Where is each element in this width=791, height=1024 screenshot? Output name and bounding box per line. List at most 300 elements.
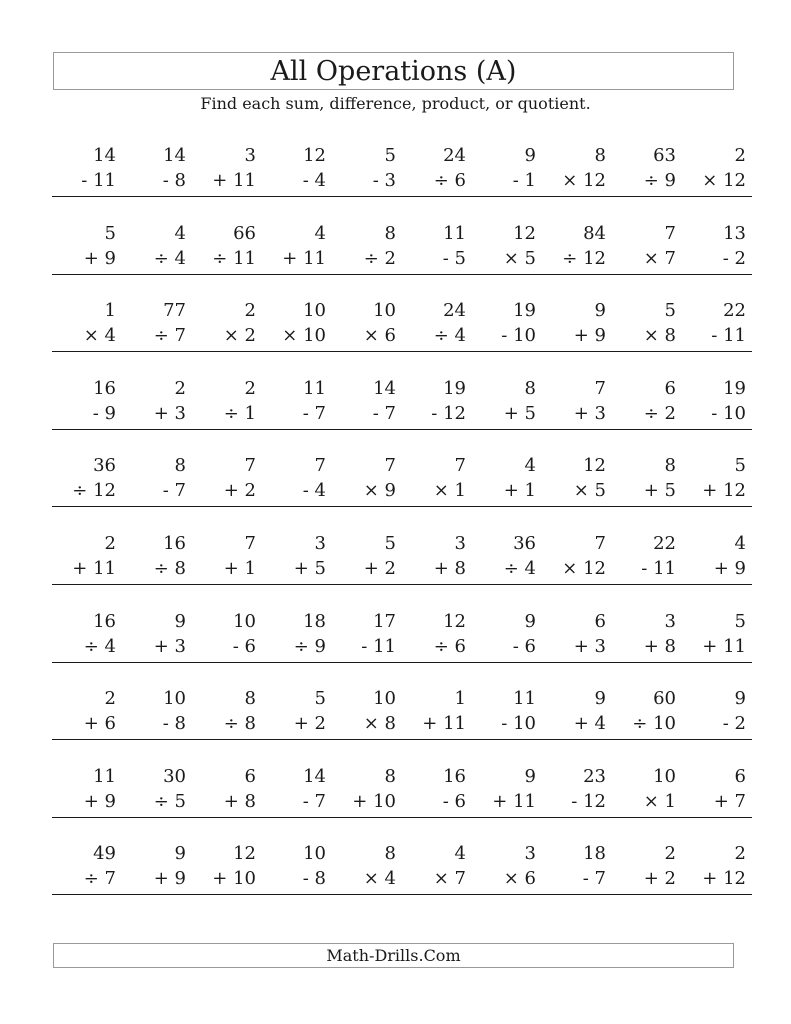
problem — [52, 689, 122, 751]
problem — [332, 767, 402, 829]
answer-line — [682, 739, 752, 740]
problem-operator-number: ÷ 4 — [153, 248, 186, 269]
answer-line — [122, 429, 192, 430]
answer-line — [192, 506, 262, 507]
answer-line — [332, 817, 402, 818]
problem — [52, 767, 122, 829]
problem-operator-number: + 9 — [83, 791, 116, 812]
instructions: Find each sum, difference, product, or quotient. — [200, 94, 591, 113]
problem-operator-number: × 12 — [702, 170, 746, 191]
answer-line — [612, 351, 682, 352]
problem-top-number: 3 — [524, 843, 536, 864]
problem — [612, 456, 682, 518]
answer-line — [262, 584, 332, 585]
problem — [262, 456, 332, 518]
problem-top-number: 4 — [174, 223, 186, 244]
answer-line — [332, 739, 402, 740]
problem-operator-number: × 5 — [503, 248, 536, 269]
problem-operator-number: + 10 — [212, 868, 256, 889]
answer-line — [52, 662, 122, 663]
problem-top-number: 22 — [653, 533, 676, 554]
answer-line — [472, 429, 542, 430]
answer-line — [612, 817, 682, 818]
problem-top-number: 17 — [373, 611, 396, 632]
answer-line — [122, 584, 192, 585]
problem — [612, 612, 682, 674]
answer-line — [192, 196, 262, 197]
problem-top-number: 12 — [513, 223, 536, 244]
problem — [332, 534, 402, 596]
answer-line — [612, 274, 682, 275]
problem-top-number: 8 — [244, 688, 256, 709]
problem-top-number: 7 — [454, 455, 466, 476]
answer-line — [472, 817, 542, 818]
answer-line — [52, 196, 122, 197]
answer-line — [542, 584, 612, 585]
problem-top-number: 9 — [594, 688, 606, 709]
problem — [612, 379, 682, 441]
answer-line — [612, 739, 682, 740]
problem-operator-number: ÷ 4 — [503, 558, 536, 579]
problem-operator-number: - 10 — [501, 325, 536, 346]
problem-operator-number: - 10 — [711, 403, 746, 424]
problem-operator-number: - 2 — [722, 248, 746, 269]
problem-top-number: 9 — [174, 843, 186, 864]
answer-line — [402, 894, 472, 895]
problem-operator-number: + 9 — [713, 558, 746, 579]
problem-top-number: 10 — [303, 843, 326, 864]
answer-line — [402, 739, 472, 740]
problem-operator-number: + 4 — [573, 713, 606, 734]
problem-operator-number: ÷ 12 — [562, 248, 606, 269]
answer-line — [472, 894, 542, 895]
problem-top-number: 5 — [384, 145, 396, 166]
problem-top-number: 8 — [384, 766, 396, 787]
answer-line — [472, 584, 542, 585]
problem-operator-number: ÷ 8 — [223, 713, 256, 734]
answer-line — [402, 506, 472, 507]
problem-top-number: 4 — [314, 223, 326, 244]
problem — [332, 224, 402, 286]
problem — [612, 844, 682, 906]
answer-line — [682, 429, 752, 430]
problem-operator-number: + 3 — [153, 403, 186, 424]
problem — [262, 767, 332, 829]
problem-operator-number: ÷ 11 — [212, 248, 256, 269]
answer-line — [192, 817, 262, 818]
problem — [472, 612, 542, 674]
problem — [122, 844, 192, 906]
problem — [612, 301, 682, 363]
answer-line — [542, 196, 612, 197]
problem-top-number: 16 — [93, 378, 116, 399]
problem-top-number: 2 — [244, 378, 256, 399]
problem-top-number: 6 — [664, 378, 676, 399]
problem-top-number: 8 — [174, 455, 186, 476]
problem-top-number: 8 — [594, 145, 606, 166]
problem — [332, 379, 402, 441]
problem-top-number: 36 — [513, 533, 536, 554]
problem-top-number: 63 — [653, 145, 676, 166]
answer-line — [542, 506, 612, 507]
problem-operator-number: - 2 — [722, 713, 746, 734]
problem-operator-number: ÷ 2 — [643, 403, 676, 424]
problem-top-number: 16 — [163, 533, 186, 554]
problem-operator-number: + 3 — [153, 636, 186, 657]
problem-top-number: 5 — [734, 455, 746, 476]
problem — [332, 456, 402, 518]
problem — [122, 767, 192, 829]
answer-line — [262, 739, 332, 740]
problem-top-number: 22 — [723, 300, 746, 321]
problem — [682, 224, 752, 286]
problem — [192, 146, 262, 208]
problem-top-number: 7 — [594, 378, 606, 399]
problem-operator-number: × 5 — [573, 480, 606, 501]
problem-operator-number: ÷ 9 — [293, 636, 326, 657]
answer-line — [52, 506, 122, 507]
answer-line — [262, 274, 332, 275]
problem-top-number: 12 — [583, 455, 606, 476]
answer-line — [262, 817, 332, 818]
problem — [122, 534, 192, 596]
problem-top-number: 14 — [93, 145, 116, 166]
answer-line — [192, 662, 262, 663]
problem-top-number: 66 — [233, 223, 256, 244]
problem-operator-number: + 12 — [702, 480, 746, 501]
problem — [682, 534, 752, 596]
problem-top-number: 24 — [443, 300, 466, 321]
problem-top-number: 6 — [734, 766, 746, 787]
problem — [402, 146, 472, 208]
problem-operator-number: × 1 — [433, 480, 466, 501]
answer-line — [612, 429, 682, 430]
problem — [192, 844, 262, 906]
worksheet-title: All Operations (A) — [270, 55, 517, 87]
problem — [262, 379, 332, 441]
problem — [262, 146, 332, 208]
problem-top-number: 5 — [384, 533, 396, 554]
problem — [402, 301, 472, 363]
answer-line — [122, 274, 192, 275]
problem-operator-number: + 8 — [223, 791, 256, 812]
problem-top-number: 36 — [93, 455, 116, 476]
problem-operator-number: + 12 — [702, 868, 746, 889]
problem-top-number: 13 — [723, 223, 746, 244]
problem — [402, 224, 472, 286]
answer-line — [542, 662, 612, 663]
problem-top-number: 10 — [303, 300, 326, 321]
problem-operator-number: ÷ 7 — [83, 868, 116, 889]
problem — [472, 767, 542, 829]
answer-line — [612, 196, 682, 197]
answer-line — [52, 894, 122, 895]
problem-top-number: 4 — [524, 455, 536, 476]
problem-operator-number: + 5 — [503, 403, 536, 424]
problem-operator-number: ÷ 10 — [632, 713, 676, 734]
problem-top-number: 16 — [443, 766, 466, 787]
problem-operator-number: - 11 — [81, 170, 116, 191]
answer-line — [682, 196, 752, 197]
problem — [402, 379, 472, 441]
problem — [262, 689, 332, 751]
problem-operator-number: - 6 — [512, 636, 536, 657]
problem-top-number: 5 — [734, 611, 746, 632]
answer-line — [682, 894, 752, 895]
problem-operator-number: + 11 — [492, 791, 536, 812]
problem-operator-number: + 10 — [352, 791, 396, 812]
problem-operator-number: + 8 — [643, 636, 676, 657]
problem — [682, 767, 752, 829]
answer-line — [472, 739, 542, 740]
problem-operator-number: - 7 — [372, 403, 396, 424]
problem-operator-number: × 1 — [643, 791, 676, 812]
problem-operator-number: × 8 — [643, 325, 676, 346]
problem-operator-number: + 6 — [83, 713, 116, 734]
problem-operator-number: - 8 — [162, 713, 186, 734]
answer-line — [192, 894, 262, 895]
problem-operator-number: + 2 — [363, 558, 396, 579]
problem — [192, 534, 262, 596]
answer-line — [192, 739, 262, 740]
problem-top-number: 7 — [664, 223, 676, 244]
problem — [472, 301, 542, 363]
problem-operator-number: - 7 — [302, 403, 326, 424]
answer-line — [122, 739, 192, 740]
problem — [402, 534, 472, 596]
problem — [192, 612, 262, 674]
footer-box — [53, 943, 734, 968]
footer-text: Math-Drills.Com — [326, 945, 461, 965]
problem-operator-number: + 9 — [83, 248, 116, 269]
answer-line — [542, 817, 612, 818]
problem-top-number: 9 — [174, 611, 186, 632]
problem-top-number: 18 — [303, 611, 326, 632]
answer-line — [612, 584, 682, 585]
problem-top-number: 8 — [664, 455, 676, 476]
problem — [402, 456, 472, 518]
problem-operator-number: - 11 — [711, 325, 746, 346]
answer-line — [612, 662, 682, 663]
answer-line — [402, 196, 472, 197]
problem-top-number: 23 — [583, 766, 606, 787]
answer-line — [122, 662, 192, 663]
problem — [542, 146, 612, 208]
answer-line — [122, 894, 192, 895]
problem-top-number: 1 — [104, 300, 116, 321]
problem-operator-number: + 2 — [223, 480, 256, 501]
answer-line — [472, 506, 542, 507]
problem-operator-number: ÷ 5 — [153, 791, 186, 812]
answer-line — [262, 351, 332, 352]
problem-top-number: 60 — [653, 688, 676, 709]
problem-top-number: 5 — [104, 223, 116, 244]
problem-operator-number: - 4 — [302, 170, 326, 191]
problem — [52, 456, 122, 518]
problem — [682, 146, 752, 208]
problem — [52, 301, 122, 363]
problem-operator-number: + 1 — [503, 480, 536, 501]
problem-operator-number: ÷ 7 — [153, 325, 186, 346]
answer-line — [192, 351, 262, 352]
problem-operator-number: ÷ 1 — [223, 403, 256, 424]
problem — [542, 534, 612, 596]
answer-line — [682, 274, 752, 275]
problem — [122, 379, 192, 441]
problem-top-number: 3 — [664, 611, 676, 632]
problem-top-number: 9 — [594, 300, 606, 321]
problem — [192, 767, 262, 829]
answer-line — [542, 739, 612, 740]
problem-operator-number: + 11 — [282, 248, 326, 269]
answer-line — [402, 351, 472, 352]
problem-operator-number: ÷ 6 — [433, 170, 466, 191]
answer-line — [402, 817, 472, 818]
problem-top-number: 1 — [454, 688, 466, 709]
problem — [192, 379, 262, 441]
problem — [52, 379, 122, 441]
problem-operator-number: + 3 — [573, 636, 606, 657]
answer-line — [472, 351, 542, 352]
problem-top-number: 2 — [104, 533, 116, 554]
problem — [472, 456, 542, 518]
problem-operator-number: ÷ 4 — [433, 325, 466, 346]
problem-top-number: 4 — [454, 843, 466, 864]
problem — [262, 844, 332, 906]
problem-top-number: 5 — [664, 300, 676, 321]
answer-line — [542, 894, 612, 895]
problem-top-number: 12 — [303, 145, 326, 166]
problem-operator-number: × 6 — [363, 325, 396, 346]
problem-top-number: 12 — [233, 843, 256, 864]
answer-line — [472, 662, 542, 663]
problem-top-number: 5 — [314, 688, 326, 709]
answer-line — [122, 351, 192, 352]
problem-top-number: 3 — [244, 145, 256, 166]
problem-operator-number: × 8 — [363, 713, 396, 734]
answer-line — [332, 584, 402, 585]
problem-operator-number: × 4 — [83, 325, 116, 346]
problem-operator-number: ÷ 8 — [153, 558, 186, 579]
problem-top-number: 11 — [443, 223, 466, 244]
problem-operator-number: - 12 — [571, 791, 606, 812]
problem-top-number: 11 — [93, 766, 116, 787]
problem-top-number: 24 — [443, 145, 466, 166]
answer-line — [332, 894, 402, 895]
problem-top-number: 10 — [373, 688, 396, 709]
problem-top-number: 19 — [443, 378, 466, 399]
answer-line — [52, 351, 122, 352]
answer-line — [542, 274, 612, 275]
problem-top-number: 77 — [163, 300, 186, 321]
problem — [472, 379, 542, 441]
problem — [122, 456, 192, 518]
problem-operator-number: + 3 — [573, 403, 606, 424]
answer-line — [192, 584, 262, 585]
problem-operator-number: - 8 — [162, 170, 186, 191]
problem — [612, 146, 682, 208]
answer-line — [262, 429, 332, 430]
problem — [542, 689, 612, 751]
problem-operator-number: - 10 — [501, 713, 536, 734]
problem — [52, 844, 122, 906]
problem — [682, 612, 752, 674]
problem — [542, 456, 612, 518]
problem-operator-number: ÷ 12 — [72, 480, 116, 501]
problem-top-number: 9 — [524, 611, 536, 632]
problem-operator-number: × 9 — [363, 480, 396, 501]
problem-top-number: 8 — [524, 378, 536, 399]
problem — [332, 844, 402, 906]
problem — [122, 689, 192, 751]
problem-operator-number: + 5 — [293, 558, 326, 579]
problem-operator-number: - 7 — [302, 791, 326, 812]
problem-operator-number: × 4 — [363, 868, 396, 889]
problem-top-number: 10 — [653, 766, 676, 787]
problem-top-number: 2 — [664, 843, 676, 864]
answer-line — [542, 429, 612, 430]
answer-line — [52, 817, 122, 818]
problem — [682, 379, 752, 441]
problem — [52, 612, 122, 674]
problem — [542, 767, 612, 829]
problem-operator-number: - 6 — [232, 636, 256, 657]
answer-line — [122, 817, 192, 818]
problem-top-number: 2 — [734, 843, 746, 864]
problem — [472, 224, 542, 286]
problem — [402, 689, 472, 751]
problem — [192, 224, 262, 286]
problem-top-number: 9 — [524, 766, 536, 787]
problem-operator-number: × 7 — [643, 248, 676, 269]
problem — [612, 224, 682, 286]
problem-top-number: 30 — [163, 766, 186, 787]
problem-operator-number: - 6 — [442, 791, 466, 812]
problem-operator-number: ÷ 9 — [643, 170, 676, 191]
answer-line — [262, 196, 332, 197]
problem — [542, 612, 612, 674]
problem — [52, 146, 122, 208]
problem — [402, 844, 472, 906]
problem — [332, 612, 402, 674]
problem-operator-number: - 12 — [431, 403, 466, 424]
problem — [332, 689, 402, 751]
problem-operator-number: - 1 — [512, 170, 536, 191]
problem-top-number: 2 — [734, 145, 746, 166]
problem-operator-number: - 9 — [92, 403, 116, 424]
answer-line — [682, 506, 752, 507]
problem-operator-number: - 11 — [361, 636, 396, 657]
problem-operator-number: + 11 — [702, 636, 746, 657]
problem-operator-number: + 2 — [293, 713, 326, 734]
problem — [682, 301, 752, 363]
answer-line — [612, 894, 682, 895]
problem-operator-number: × 6 — [503, 868, 536, 889]
problem-top-number: 49 — [93, 843, 116, 864]
problem — [192, 301, 262, 363]
answer-line — [402, 584, 472, 585]
problem-top-number: 84 — [583, 223, 606, 244]
problem — [472, 844, 542, 906]
problem-operator-number: - 7 — [582, 868, 606, 889]
problem — [122, 612, 192, 674]
answer-line — [52, 584, 122, 585]
answer-line — [402, 274, 472, 275]
problem-top-number: 10 — [163, 688, 186, 709]
problem — [612, 534, 682, 596]
problem-operator-number: ÷ 4 — [83, 636, 116, 657]
problem-operator-number: × 12 — [562, 170, 606, 191]
